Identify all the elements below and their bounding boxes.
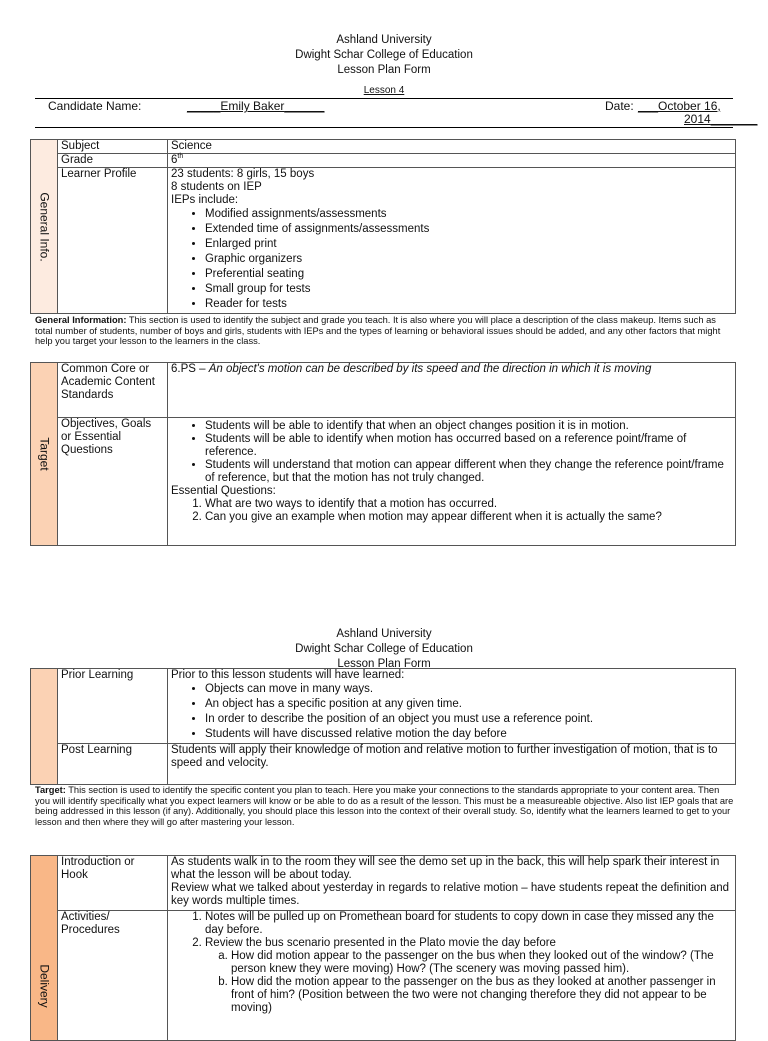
intro-paragraph: As students walk in to the room they will see the demo set up in the back, this will help spark their interest in what the lesson will be about today. xyxy=(171,856,720,881)
grade-value: 6th xyxy=(168,154,736,168)
general-info-table xyxy=(30,139,736,314)
list-item: 2. Review the bus scenario presented in the Plato movie the day before a. How did motion appear to the passenger on the bus when they looked out of the window? (The person knew they were moving) How? (The scenery was moving passed him). b. How did the motion appear to the passenger on the bus as they looked at another passenger in front of him? (Position between the two were not changing therefore they did not appear to be moving) xyxy=(205,937,732,1015)
learner-line: 23 students: 8 girls, 15 boys xyxy=(171,168,315,180)
learner-profile-label: Learner Profile xyxy=(58,168,168,314)
list-item: 1. What are two ways to identify that a motion has occurred. xyxy=(205,498,732,511)
learning-side-cell xyxy=(31,669,58,785)
list-item: • In order to describe the position of an object you must use a reference point. xyxy=(205,712,732,727)
general-info-note: General Information: This section is used to identify the subject and grade you teach. It is also where you will place a description of the class makeup. Items such as total number of students, number of boys and girls, students with IEPs and the types of learning or behavioral issues should be added, and any other factors that might help you target your lesson to the learners in the class. xyxy=(35,315,721,347)
date-value: ___October 16, 2014_______ xyxy=(638,99,758,126)
delivery-side-label: Delivery xyxy=(37,964,52,1008)
college-name: Dwight Schar College of Education xyxy=(295,643,473,655)
prior-intro: Prior to this lesson students will have learned: xyxy=(171,669,405,681)
form-name: Lesson Plan Form xyxy=(337,64,431,76)
post-learning-label: Post Learning xyxy=(58,744,168,785)
list-item: • Reader for tests xyxy=(205,297,732,312)
list-item: • Objects can move in many ways. xyxy=(205,682,732,697)
date-label: Date: xyxy=(605,99,634,113)
list-item: • Preferential seating xyxy=(205,267,732,282)
intro-paragraph: Review what we talked about yesterday in regards to relative motion – have students repeat the definition and key words multiple times. xyxy=(171,882,730,907)
lesson-number: Lesson 4 xyxy=(363,85,405,96)
list-item: • Extended time of assignments/assessments xyxy=(205,222,732,237)
university-name: Ashland University xyxy=(336,628,432,640)
list-item: 2. Can you give an example when motion may appear different when it is actually the same? xyxy=(205,511,732,524)
objectives-list xyxy=(171,420,732,485)
activities-value xyxy=(168,911,736,1041)
intro-value xyxy=(168,856,736,911)
candidate-row xyxy=(35,98,758,128)
substeps-list xyxy=(205,950,732,1015)
list-item: b. How did the motion appear to the passenger on the bus as they looked at another passenger in front of him? (Position between the two were not changing therefore they did not appear to be moving) xyxy=(231,976,732,1015)
prior-list xyxy=(171,682,732,742)
list-item: • Modified assignments/assessments xyxy=(205,207,732,222)
page-header-1 xyxy=(0,33,768,78)
general-side-label: General Info. xyxy=(37,191,52,262)
candidate-label: Candidate Name: xyxy=(48,99,142,113)
form-name: Lesson Plan Form xyxy=(337,658,431,670)
steps-list xyxy=(171,911,732,1015)
objectives-label: Objectives, Goals or Essential Questions xyxy=(58,418,168,546)
delivery-table xyxy=(30,855,736,1041)
page-header-2 xyxy=(0,627,768,672)
prior-learning-value xyxy=(168,669,736,744)
target-note: Target: This section is used to identify the specific content you plan to teach. Here you make your connections to the standards appropriate to your content area. Then you will identify specifically what you expect learners will know or be able to do as a result of the lesson. This must be a measureable objective. Also list IEP goals that are being addressed in this lesson (if any). Additionally, you should place this lesson into the context of their overall study. So, identify what the learners learned to get to your lesson and then where they will go after mastering your lesson. xyxy=(35,785,734,827)
standards-label: Common Core or Academic Content Standards xyxy=(58,363,168,418)
target-side-cell xyxy=(31,363,58,546)
list-item: • An object has a specific position at any given time. xyxy=(205,697,732,712)
objectives-value xyxy=(168,418,736,546)
list-item: 1. Notes will be pulled up on Promethean board for students to copy down in case they missed any the day before. xyxy=(205,911,732,937)
target-side-label: Target xyxy=(37,437,52,471)
list-item: • Students will understand that motion can appear different when they change the reference point/frame of reference, but that the motion has not truly changed. xyxy=(205,459,732,485)
prior-learning-label: Prior Learning xyxy=(58,669,168,744)
learning-table xyxy=(30,668,736,785)
intro-label: Introduction or Hook xyxy=(58,856,168,911)
college-name: Dwight Schar College of Education xyxy=(295,49,473,61)
subject-label: Subject xyxy=(58,140,168,154)
standards-value: 6.PS – An object's motion can be described by its speed and the direction in which it is moving xyxy=(168,363,736,418)
list-item: • Enlarged print xyxy=(205,237,732,252)
target-table xyxy=(30,362,736,546)
list-item: • Small group for tests xyxy=(205,282,732,297)
list-item: • Students will be able to identify when motion has occurred based on a reference point/frame of reference. xyxy=(205,433,732,459)
list-item: • Students will be able to identify that when an object changes position it is in motion. xyxy=(205,420,732,433)
learner-profile-value xyxy=(168,168,736,314)
post-learning-value: Students will apply their knowledge of motion and relative motion to further investigation of motion, that is to speed and velocity. xyxy=(168,744,736,785)
activities-label: Activities/ Procedures xyxy=(58,911,168,1041)
learner-line: IEPs include: xyxy=(171,194,239,206)
iep-list xyxy=(171,207,732,312)
university-name: Ashland University xyxy=(336,34,432,46)
grade-label: Grade xyxy=(58,154,168,168)
general-side-cell xyxy=(31,140,58,314)
list-item: • Students will have discussed relative motion the day before xyxy=(205,727,732,742)
candidate-value: _____Emily Baker______ xyxy=(187,99,325,113)
list-item: • Graphic organizers xyxy=(205,252,732,267)
learner-line: 8 students on IEP xyxy=(171,181,262,193)
essential-questions-list xyxy=(171,498,732,524)
list-item: a. How did motion appear to the passenger on the bus when they looked out of the window? (The person knew they were moving) How? (The scenery was moving passed him). xyxy=(231,950,732,976)
essential-heading: Essential Questions: xyxy=(171,485,276,497)
delivery-side-cell xyxy=(31,856,58,1041)
subject-value: Science xyxy=(168,140,736,154)
